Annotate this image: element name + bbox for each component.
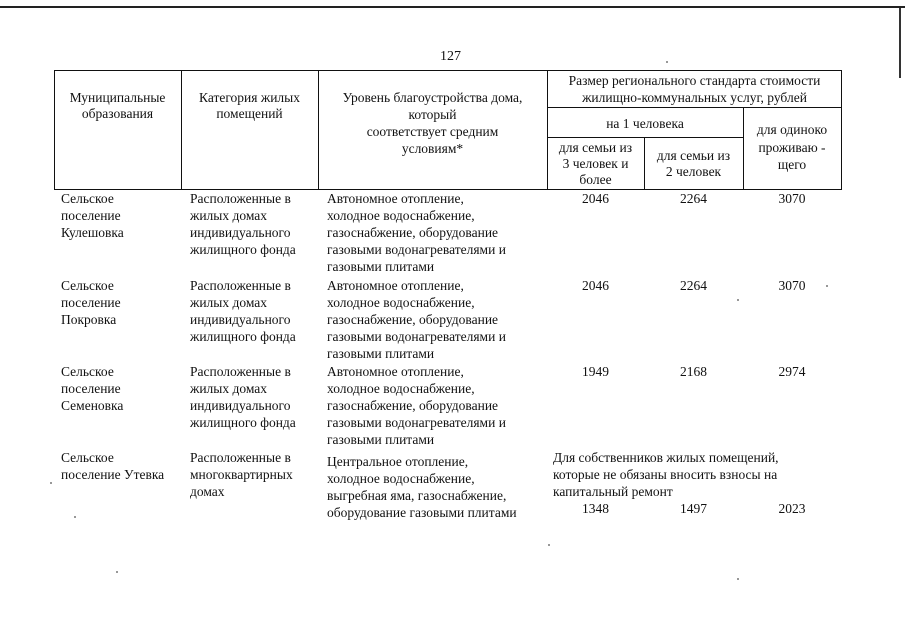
cell-single: 3070 bbox=[778, 278, 806, 293]
page-top-rule bbox=[0, 6, 905, 8]
cell-family-2: 2264 bbox=[680, 191, 707, 206]
cell-family-3: 2046 bbox=[582, 278, 609, 293]
scan-speck bbox=[548, 544, 550, 546]
scan-speck bbox=[737, 299, 739, 301]
scan-speck bbox=[74, 516, 76, 518]
scan-speck bbox=[737, 578, 739, 580]
page-number: 127 bbox=[440, 49, 461, 64]
cell-family-3: 1949 bbox=[582, 364, 609, 379]
scan-speck bbox=[116, 571, 118, 573]
cell-single: 2023 bbox=[778, 501, 806, 516]
page-right-edge bbox=[899, 8, 901, 78]
cell-family-2: 2264 bbox=[680, 278, 707, 293]
header-per-person: на 1 человека bbox=[606, 116, 684, 131]
table-top-border bbox=[54, 70, 842, 71]
col-border-1 bbox=[181, 70, 182, 190]
per-person-divider bbox=[547, 137, 743, 138]
cell-family-3: 1348 bbox=[582, 501, 609, 516]
col-border-left bbox=[54, 70, 55, 190]
cell-family-2: 1497 bbox=[680, 501, 707, 516]
cell-family-3: 2046 bbox=[582, 191, 609, 206]
group-header-divider bbox=[547, 107, 842, 108]
scan-speck bbox=[666, 61, 668, 63]
cell-single: 3070 bbox=[778, 191, 806, 206]
cell-single: 2974 bbox=[778, 364, 806, 379]
cell-family-2: 2168 bbox=[680, 364, 707, 379]
scan-speck bbox=[826, 285, 828, 287]
scan-speck bbox=[50, 482, 52, 484]
